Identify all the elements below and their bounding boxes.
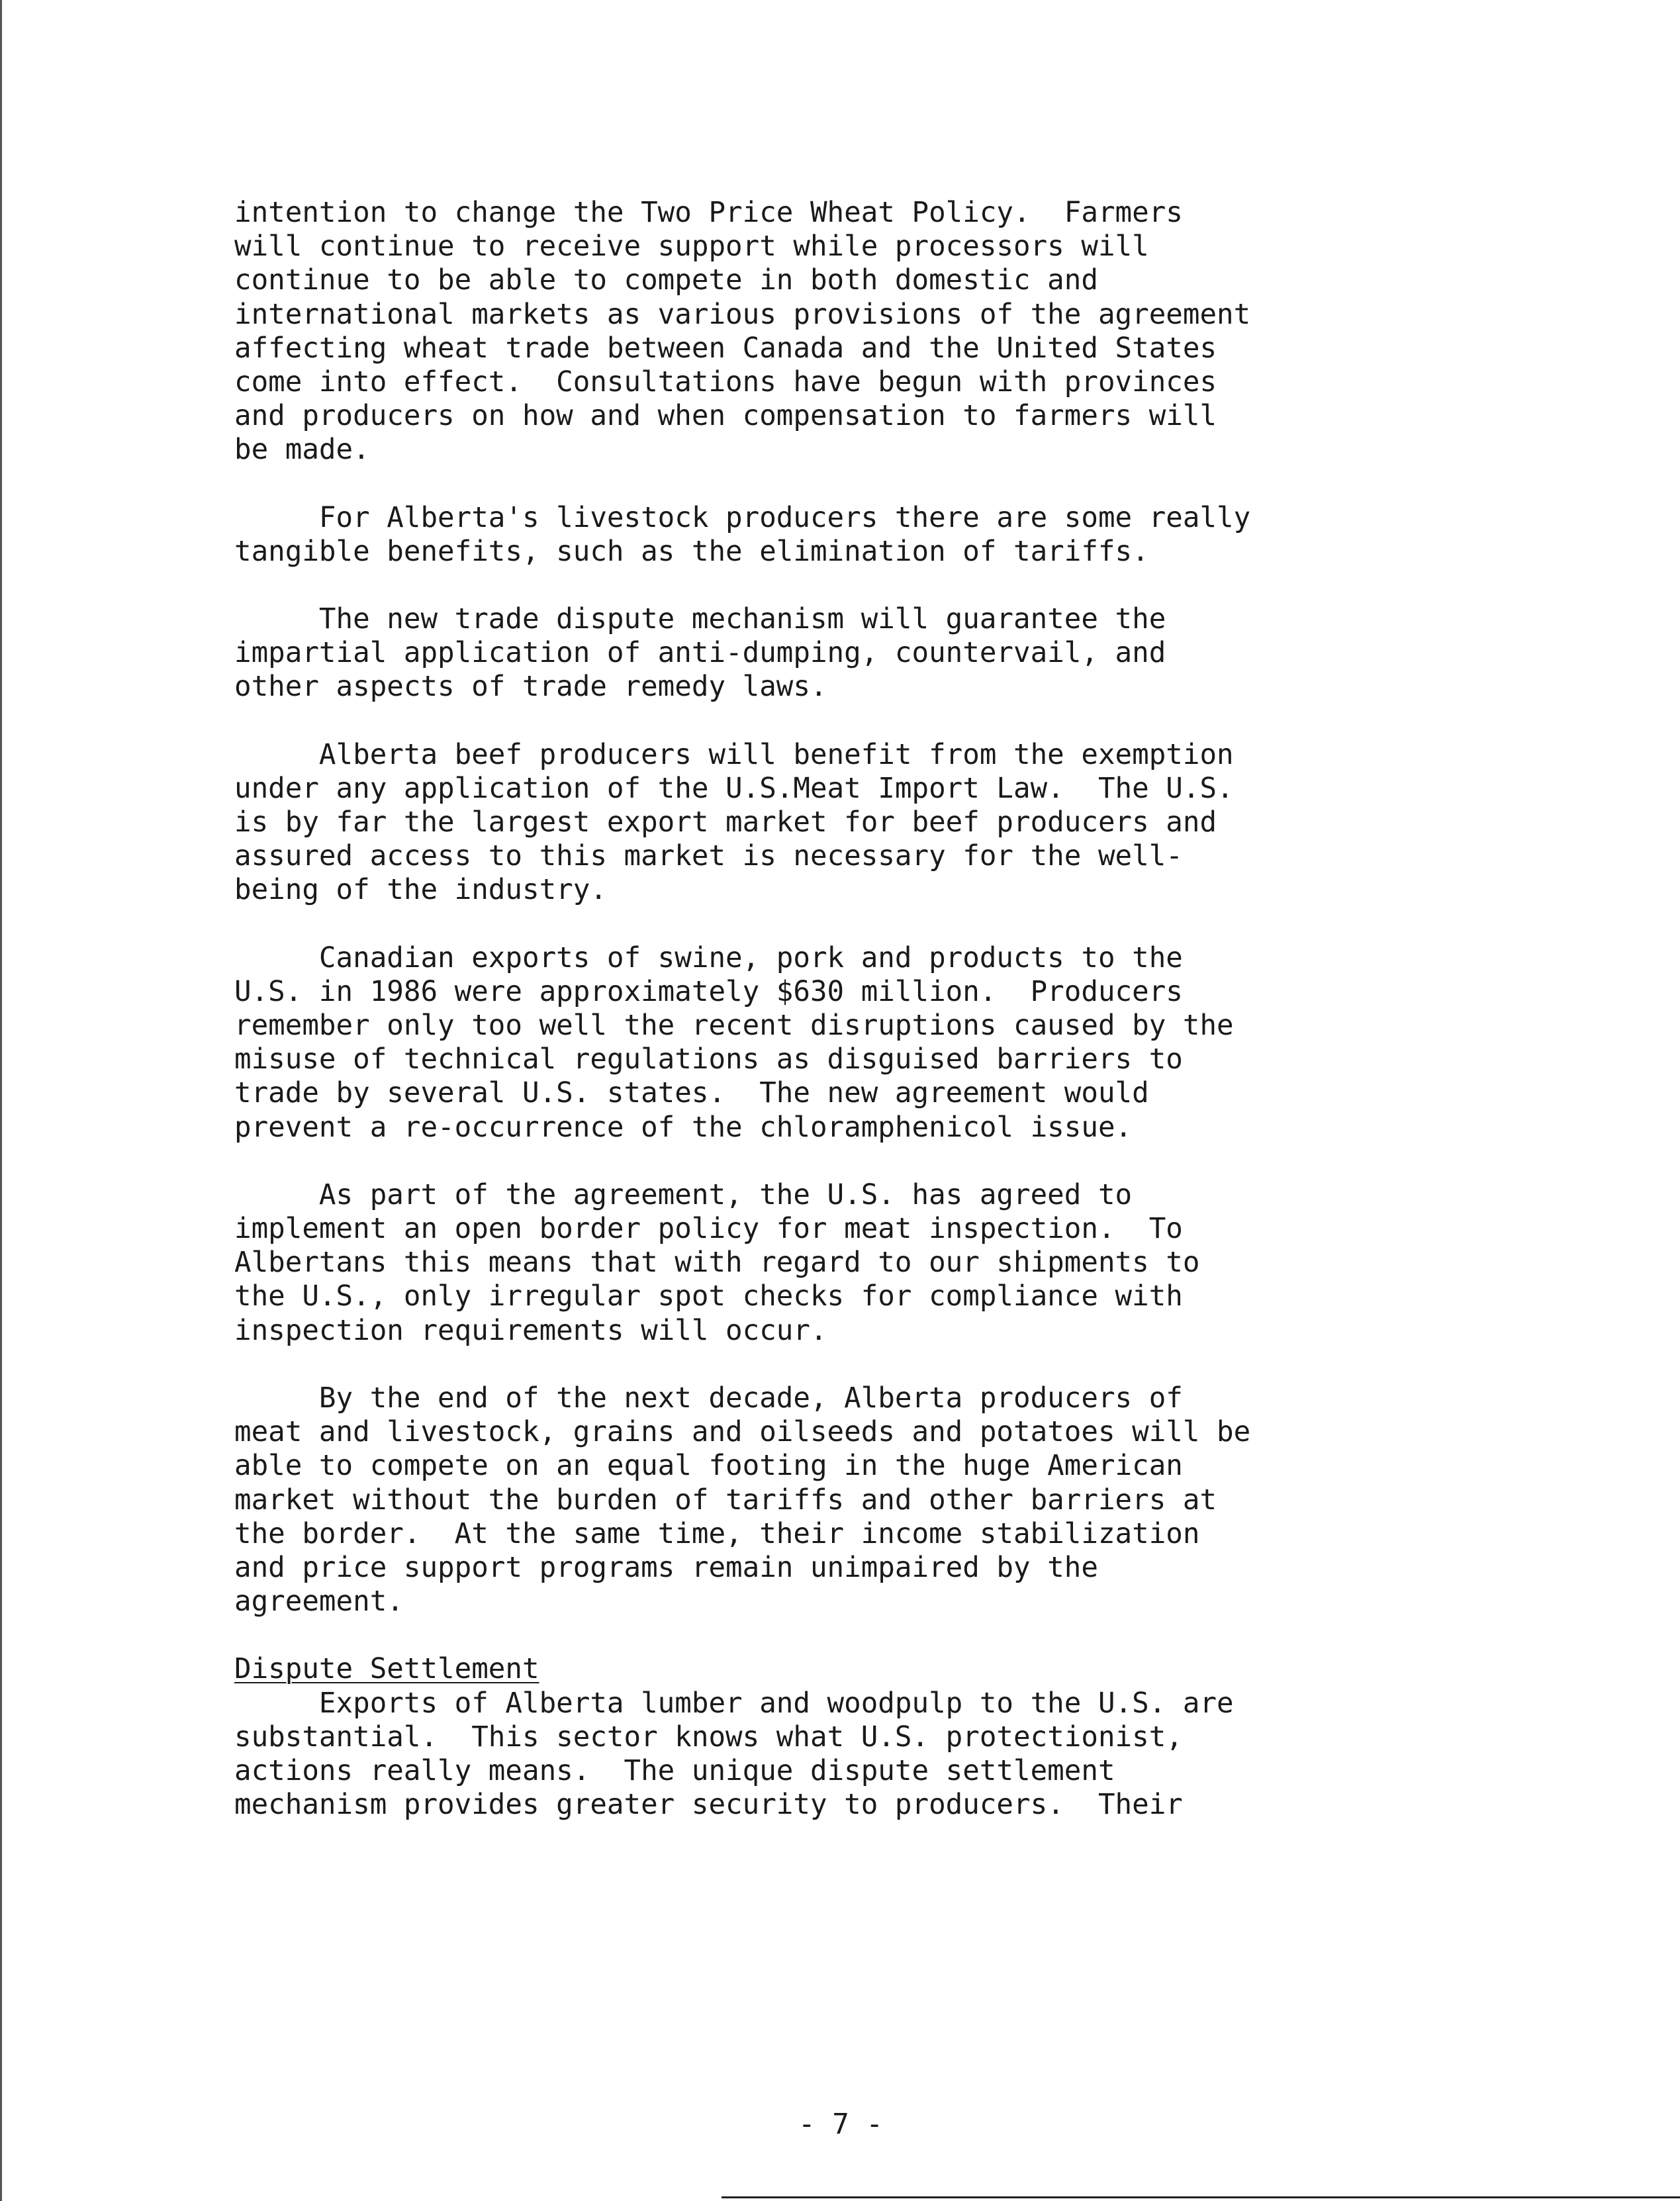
section-heading: Dispute Settlement <box>234 1653 539 1686</box>
page-number: - 7 - <box>798 2108 883 2141</box>
paragraph-swine-exports: Canadian exports of swine, pork and products to the U.S. in 1986 were approximately $630 million. Producers remember only too well the recent disruptions caused by the misuse of technical regulations as disguised barriers to trade by several U.S. states. The new agreement would prevent a re-occurrence of the chloramphenicol issue. <box>234 941 1234 1144</box>
paragraph-livestock-benefits: For Alberta's livestock producers there are some really tangible benefits, such as the elimination of tariffs. <box>234 501 1251 568</box>
page-left-edge <box>0 0 2 2201</box>
paragraph-beef-producers: Alberta beef producers will benefit from the exemption under any application of the U.S.Meat Import Law. The U.S. is by far the largest export market for beef producers and assured access to this market is necessary for the well- being of the industry. <box>234 738 1234 907</box>
paragraph-wheat-policy: intention to change the Two Price Wheat Policy. Farmers will continue to receive support while processors will continue to be able to compete in both domestic and international markets as various provisions of the agreement affecting wheat trade between Canada and the United States come into effect. Consultations have begun with provinces and producers on how and when compensation to farmers will be made. <box>234 197 1251 467</box>
paragraph-lumber-exports: Exports of Alberta lumber and woodpulp to the U.S. are substantial. This sector knows what U.S. protectionist, actions really means. The unique dispute settlement mechanism provides greater security to producers. Their <box>234 1687 1234 1822</box>
paragraph-next-decade: By the end of the next decade, Alberta producers of meat and livestock, grains and oilseeds and potatoes will be able to compete on an equal footing in the huge American market without the burden of tariffs and other barriers at the border. At the same time, their income stabilization and price support programs remain unimpaired by the agreement. <box>234 1381 1251 1618</box>
bottom-rule <box>722 2196 1680 2198</box>
body-text <box>234 196 1558 1822</box>
paragraph-trade-dispute-mechanism: The new trade dispute mechanism will guarantee the impartial application of anti-dumping, countervail, and other aspects of trade remedy laws. <box>234 603 1166 704</box>
section-dispute-settlement <box>234 1652 1558 1822</box>
paragraph-meat-inspection: As part of the agreement, the U.S. has agreed to implement an open border policy for meat inspection. To Albertans this means that with regard to our shipments to the U.S., only irregular spot checks for compliance with inspection requirements will occur. <box>234 1178 1200 1347</box>
